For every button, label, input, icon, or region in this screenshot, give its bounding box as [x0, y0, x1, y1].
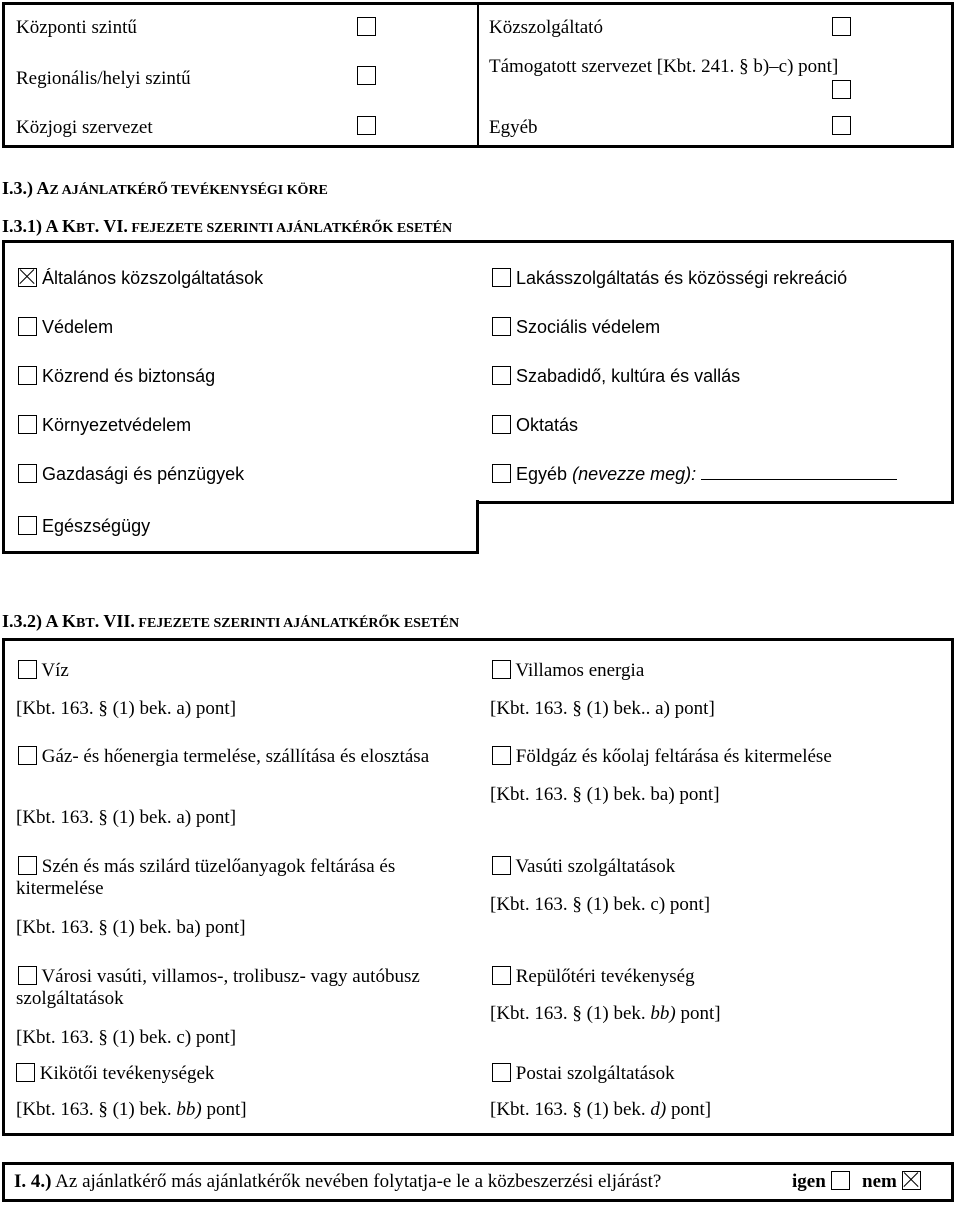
type-label-utility: Közszolgáltató	[489, 17, 603, 38]
checkbox-recreation[interactable]	[492, 366, 511, 385]
checkbox-public-order[interactable]	[18, 366, 37, 385]
checkbox-public-body[interactable]	[357, 116, 376, 135]
activity-general-services[interactable]: Általános közszolgáltatások	[18, 267, 263, 289]
section-1-4-question: I. 4.) Az ajánlatkérő más ajánlatkérők nevében folytatja-e le a közbeszerzési eljárást?	[14, 1171, 662, 1192]
checkbox-utility[interactable]	[832, 17, 851, 36]
type-label-subsidised: Támogatott szervezet [Kbt. 241. § b)–c) pont]	[489, 56, 839, 77]
utility-electricity-ref: [Kbt. 163. § (1) bek.. a) pont]	[490, 698, 715, 719]
utility-water[interactable]: Víz	[18, 660, 69, 682]
utility-gas-heat[interactable]: Gáz- és hőenergia termelése, szállítása és elosztása	[16, 746, 436, 768]
utility-ports[interactable]: Kikötői tevékenységek	[16, 1063, 214, 1085]
activity-social-protection[interactable]: Szociális védelem	[492, 316, 660, 338]
checkbox-gas-heat[interactable]	[18, 746, 37, 765]
checkbox-yes[interactable]	[831, 1171, 850, 1190]
utility-airport-ref: [Kbt. 163. § (1) bek. bb) pont]	[490, 1003, 721, 1024]
checkbox-other[interactable]	[832, 116, 851, 135]
utility-coal-ref: [Kbt. 163. § (1) bek. ba) pont]	[16, 917, 246, 938]
checkbox-central[interactable]	[357, 17, 376, 36]
checkbox-regional[interactable]	[357, 66, 376, 85]
checkbox-postal[interactable]	[492, 1063, 511, 1082]
utility-urban-transport-ref: [Kbt. 163. § (1) bek. c) pont]	[16, 1027, 237, 1048]
section-heading-1-3-2: I.3.2) A KBT. VII. FEJEZETE SZERINTI AJÁNLATKÉRŐK ESETÉN	[2, 611, 460, 631]
checkbox-economic[interactable]	[18, 464, 37, 483]
other-specify-input[interactable]	[701, 466, 897, 480]
utility-ports-ref: [Kbt. 163. § (1) bek. bb) pont]	[16, 1099, 247, 1120]
checkbox-health[interactable]	[18, 516, 37, 535]
checkbox-environment[interactable]	[18, 415, 37, 434]
utility-oil-gas[interactable]: Földgáz és kőolaj feltárása és kitermelése	[492, 746, 832, 768]
activity-health[interactable]: Egészségügy	[18, 515, 150, 537]
utility-postal-ref: [Kbt. 163. § (1) bek. d) pont]	[490, 1099, 712, 1120]
activity-economic-financial[interactable]: Gazdasági és pénzügyek	[18, 463, 244, 485]
checkbox-subsidised[interactable]	[832, 80, 851, 99]
activity-housing[interactable]: Lakásszolgáltatás és közösségi rekreáció	[492, 267, 847, 289]
utility-gas-heat-ref: [Kbt. 163. § (1) bek. a) pont]	[16, 807, 237, 828]
checkbox-urban-transport[interactable]	[18, 966, 37, 985]
checkbox-water[interactable]	[18, 660, 37, 679]
utility-water-ref: [Kbt. 163. § (1) bek. a) pont]	[16, 698, 237, 719]
checkbox-no-checked-icon[interactable]	[902, 1171, 921, 1190]
checkbox-electricity[interactable]	[492, 660, 511, 679]
utility-airport[interactable]: Repülőtéri tevékenység	[492, 966, 695, 988]
activity-other[interactable]: Egyéb (nevezze meg):	[492, 463, 897, 485]
activity-defence[interactable]: Védelem	[18, 316, 113, 338]
utility-rail-ref: [Kbt. 163. § (1) bek. c) pont]	[490, 894, 711, 915]
activity-education[interactable]: Oktatás	[492, 414, 578, 436]
answer-no[interactable]: nem	[862, 1171, 921, 1193]
type-label-central: Központi szintű	[16, 17, 137, 38]
checkbox-checked-icon[interactable]	[18, 268, 37, 287]
checkbox-ports[interactable]	[16, 1063, 35, 1082]
checkbox-oil-gas[interactable]	[492, 746, 511, 765]
type-label-other: Egyéb	[489, 117, 538, 138]
utility-rail[interactable]: Vasúti szolgáltatások	[492, 856, 675, 878]
answer-yes[interactable]: igen	[792, 1171, 850, 1193]
checkbox-housing[interactable]	[492, 268, 511, 287]
utility-electricity[interactable]: Villamos energia	[492, 660, 644, 682]
activity-environment[interactable]: Környezetvédelem	[18, 414, 191, 436]
utility-oil-gas-ref: [Kbt. 163. § (1) bek. ba) pont]	[490, 784, 720, 805]
checkbox-rail[interactable]	[492, 856, 511, 875]
checkbox-airport[interactable]	[492, 966, 511, 985]
checkbox-coal[interactable]	[18, 856, 37, 875]
table-divider	[477, 5, 479, 145]
checkbox-activity-other[interactable]	[492, 464, 511, 483]
utility-urban-transport[interactable]: Városi vasúti, villamos-, trolibusz- vagy autóbusz szolgáltatások	[16, 966, 420, 1009]
utility-postal[interactable]: Postai szolgáltatások	[492, 1063, 675, 1085]
activity-recreation[interactable]: Szabadidő, kultúra és vallás	[492, 365, 740, 387]
type-label-public-body: Közjogi szervezet	[16, 117, 153, 138]
checkbox-defence[interactable]	[18, 317, 37, 336]
activity-public-order[interactable]: Közrend és biztonság	[18, 365, 215, 387]
checkbox-education[interactable]	[492, 415, 511, 434]
section-heading-1-3: I.3.) AZ AJÁNLATKÉRŐ TEVÉKENYSÉGI KÖRE	[2, 178, 328, 198]
type-label-regional: Regionális/helyi szintű	[16, 68, 191, 89]
utility-coal[interactable]: Szén és más szilárd tüzelőanyagok feltárása és kitermelése	[16, 856, 396, 899]
checkbox-social[interactable]	[492, 317, 511, 336]
section-heading-1-3-1: I.3.1) A KBT. VI. FEJEZETE SZERINTI AJÁNLATKÉRŐK ESETÉN	[2, 216, 453, 236]
